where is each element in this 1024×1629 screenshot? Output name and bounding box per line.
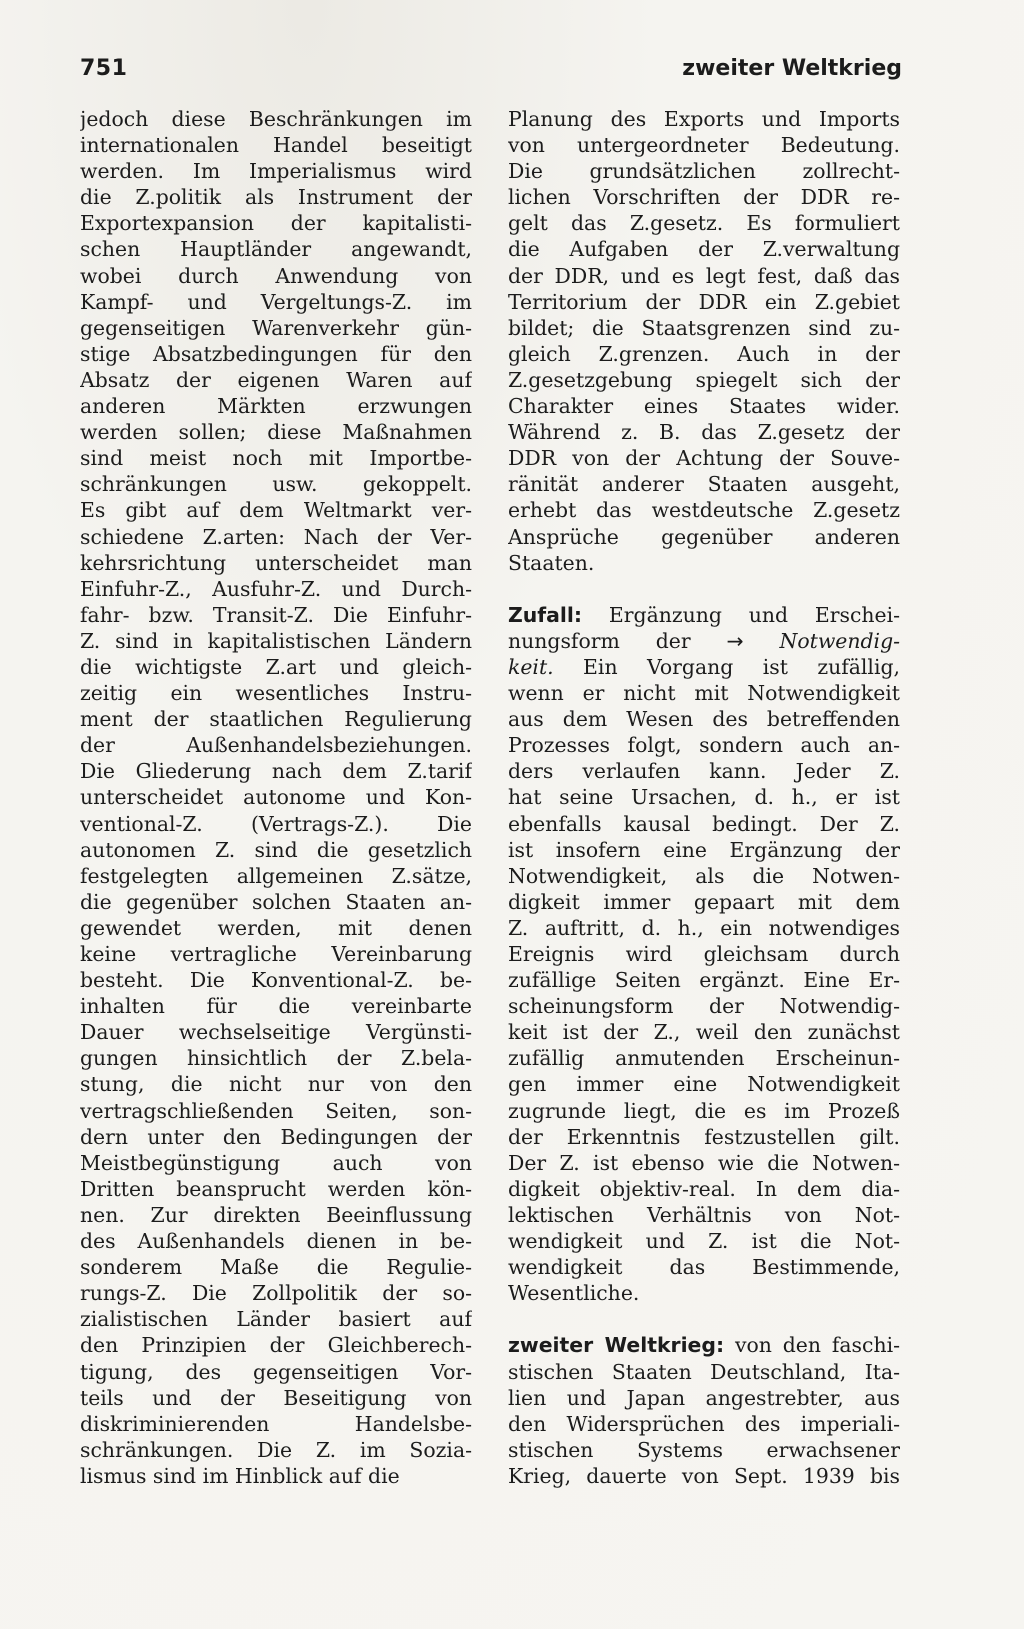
text-line: Es gibt auf dem Weltmarkt ver- [80, 498, 472, 523]
text-line: sonderem Maße die Regulie- [80, 1255, 472, 1280]
text-line: ränität anderer Staaten ausgeht, [508, 472, 900, 497]
text-line: inhalten für die vereinbarte [80, 994, 472, 1019]
text-line: stischen Staaten Deutschland, Ita- [508, 1359, 900, 1384]
text-line: lien und Japan angestrebter, aus [508, 1385, 900, 1410]
text-line: kehrsrichtung unterscheidet man [80, 550, 472, 575]
text-line: zugrunde liegt, die es im Prozeß [508, 1098, 900, 1123]
text-line: lichen Vorschriften der DDR re- [508, 185, 900, 210]
text-line: Ansprüche gegenüber anderen [508, 524, 900, 549]
text-line: Wesentliche. [508, 1281, 640, 1306]
entry-gap [508, 576, 900, 602]
text-line: Absatz der eigenen Waren auf [80, 367, 472, 392]
text-line: werden. Im Imperialismus wird [80, 159, 472, 184]
text-line: ment der staatlichen Regulierung [80, 707, 472, 732]
text-line: scheinungsform der Notwendig- [508, 994, 900, 1019]
text-line: hat seine Ursachen, d. h., er ist [508, 785, 900, 810]
text-line: wenn er nicht mit Notwendigkeit [508, 681, 900, 706]
text-line: ist insofern eine Ergänzung der [508, 837, 900, 862]
text-line: Während z. B. das Z.gesetz der [508, 420, 900, 445]
text-line: die Z.politik als Instrument der [80, 185, 472, 210]
text-line: unterscheidet autonome und Kon- [80, 785, 472, 810]
page-number: 751 [80, 56, 128, 81]
text-line: ebenfalls kausal bedingt. Der Z. [508, 811, 900, 836]
text-line: sind meist noch mit Importbe- [80, 446, 472, 471]
page-header [80, 56, 902, 92]
text-line: Kampf- und Vergeltungs-Z. im [80, 289, 472, 314]
text-line: digkeit immer gepaart mit dem [508, 889, 900, 914]
text-line: jedoch diese Beschränkungen im [80, 107, 472, 131]
entry-gap [508, 1306, 900, 1332]
text-line: schiedene Z.arten: Nach der Ver- [80, 524, 472, 549]
cross-reference[interactable]: Notwendig- [779, 628, 900, 653]
entry-line: keit. Ein Vorgang ist zufällig, [508, 654, 900, 679]
text-line: des Außenhandels dienen in be- [80, 1229, 472, 1254]
text-line: schen Hauptländer angewandt, [80, 237, 472, 262]
zoll-entry-continuation [508, 106, 900, 576]
text-line: Einfuhr-Z., Ausfuhr-Z. und Durch- [80, 576, 472, 601]
text-line: gleich Z.grenzen. Auch in der [508, 341, 900, 366]
entry-line: Zufall: Ergänzung und Erschei- [508, 602, 900, 627]
text-line: Die grundsätzlichen zollrecht- [508, 159, 900, 184]
entry-term: zweiter Weltkrieg: [508, 1333, 725, 1358]
text-line: Die Gliederung nach dem Z.tarif [80, 759, 472, 784]
text-line: die Aufgaben der Z.verwaltung [508, 237, 900, 262]
text-line: Z. auftritt, d. h., ein notwendiges [508, 915, 900, 940]
text-line: ders verlaufen kann. Jeder Z. [508, 759, 900, 784]
text-line: rungs-Z. Die Zollpolitik der so- [80, 1281, 472, 1306]
right-column [508, 106, 900, 1489]
text-line: die gegenüber solchen Staaten an- [80, 889, 472, 914]
text-line: Prozesses folgt, sondern auch an- [508, 733, 900, 758]
text-line: werden sollen; diese Maßnahmen [80, 420, 472, 445]
text-line: stige Absatzbedingungen für den [80, 341, 472, 366]
text-line: aus dem Wesen des betreffenden [508, 707, 900, 732]
text-line: Territorium der DDR ein Z.gebiet [508, 289, 900, 314]
text-line: Exportexpansion der kapitalisti- [80, 211, 472, 236]
text-line: festgelegten allgemeinen Z.sätze, [80, 863, 472, 888]
text-line: Charakter eines Staates wider. [508, 394, 900, 419]
text-line: Dauer wechselseitige Vergünsti- [80, 1020, 472, 1045]
text-line: besteht. Die Konventional-Z. be- [80, 968, 472, 993]
text-line: wendigkeit und Z. ist die Not- [508, 1229, 900, 1254]
text-line: gen immer eine Notwendigkeit [508, 1072, 900, 1097]
text-line: keit ist der Z., weil den zunächst [508, 1020, 900, 1045]
text-line: schränkungen usw. gekoppelt. [80, 472, 472, 497]
text-line: den Widersprüchen des imperiali- [508, 1411, 900, 1436]
left-column [80, 106, 472, 1489]
text-line: die wichtigste Z.art und gleich- [80, 654, 472, 679]
text-line: anderen Märkten erzwungen [80, 394, 472, 419]
text-line: von untergeordneter Bedeutung. [508, 133, 900, 158]
text-line: Dritten beansprucht werden kön- [80, 1176, 472, 1201]
text-line: gewendet werden, mit denen [80, 915, 472, 940]
text-line: keine vertragliche Vereinbarung [80, 942, 472, 966]
text-line: der Außenhandelsbeziehungen. [80, 733, 472, 758]
text-line: Krieg, dauerte von Sept. 1939 bis [508, 1463, 900, 1488]
text-line: teils und der Beseitigung von [80, 1385, 472, 1410]
entry-zweiter-weltkrieg [508, 1332, 900, 1489]
text-line: Planung des Exports und Imports [508, 107, 900, 131]
text-line: lektischen Verhältnis von Not- [508, 1202, 900, 1227]
text-line: der Erkenntnis festzustellen gilt. [508, 1124, 900, 1149]
arrow-right-icon: → [726, 628, 744, 653]
text-line: Der Z. ist ebenso wie die Notwen- [508, 1150, 900, 1175]
text-line: wobei durch Anwendung von [80, 263, 472, 288]
entry-line: nungsform der → Notwendig- [508, 628, 900, 653]
text-line: Notwendigkeit, als die Notwen- [508, 863, 900, 888]
text-line: Z. sind in kapitalistischen Ländern [80, 628, 472, 653]
text-line: wendigkeit das Bestimmende, [508, 1255, 900, 1280]
text-line: den Prinzipien der Gleichberech- [80, 1333, 472, 1358]
text-line: fahr- bzw. Transit-Z. Die Einfuhr- [80, 602, 472, 627]
text-line: internationalen Handel beseitigt [80, 133, 472, 158]
text-line: nen. Zur direkten Beeinflussung [80, 1202, 472, 1227]
text-line: der DDR, und es legt fest, daß das [508, 263, 900, 288]
text-line: lismus sind im Hinblick auf die [80, 1463, 400, 1488]
text-line: zufällige Seiten ergänzt. Eine Er- [508, 968, 900, 993]
text-line: ventional-Z. (Vertrags-Z.). Die [80, 811, 472, 836]
text-line: vertragschließenden Seiten, son- [80, 1098, 472, 1123]
entry-line: zweiter Weltkrieg: von den faschi- [508, 1333, 900, 1358]
running-head: zweiter Weltkrieg [682, 56, 902, 81]
text-line: dern unter den Bedingungen der [80, 1124, 472, 1149]
text-line: Meistbegünstigung auch von [80, 1150, 472, 1175]
text-line: autonomen Z. sind die gesetzlich [80, 837, 472, 862]
entry-term: Zufall: [508, 602, 583, 627]
text-line: zufällig anmutenden Erscheinun- [508, 1046, 900, 1071]
cross-reference[interactable]: keit. [508, 654, 554, 679]
entry-zufall [508, 602, 900, 1307]
text-line: zialistischen Länder basiert auf [80, 1307, 472, 1332]
text-line: gegenseitigen Warenverkehr gün- [80, 315, 472, 340]
text-line: stung, die nicht nur von den [80, 1072, 472, 1097]
text-line: zeitig ein wesentliches Instru- [80, 681, 472, 706]
text-line: stischen Systems erwachsener [508, 1437, 900, 1462]
text-line: digkeit objektiv-real. In dem dia- [508, 1176, 900, 1201]
text-line: Z.gesetzgebung spiegelt sich der [508, 367, 900, 392]
text-line: gelt das Z.gesetz. Es formuliert [508, 211, 900, 236]
text-line: diskriminierenden Handelsbe- [80, 1411, 472, 1436]
text-line: gungen hinsichtlich der Z.bela- [80, 1046, 472, 1071]
text-line: bildet; die Staatsgrenzen sind zu- [508, 315, 900, 340]
text-line: tigung, des gegenseitigen Vor- [80, 1359, 472, 1384]
text-line: DDR von der Achtung der Souve- [508, 446, 900, 471]
text-line: Staaten. [508, 550, 595, 575]
text-line: erhebt das westdeutsche Z.gesetz [508, 498, 900, 523]
text-line: schränkungen. Die Z. im Sozia- [80, 1437, 472, 1462]
text-line: Ereignis wird gleichsam durch [508, 942, 900, 966]
